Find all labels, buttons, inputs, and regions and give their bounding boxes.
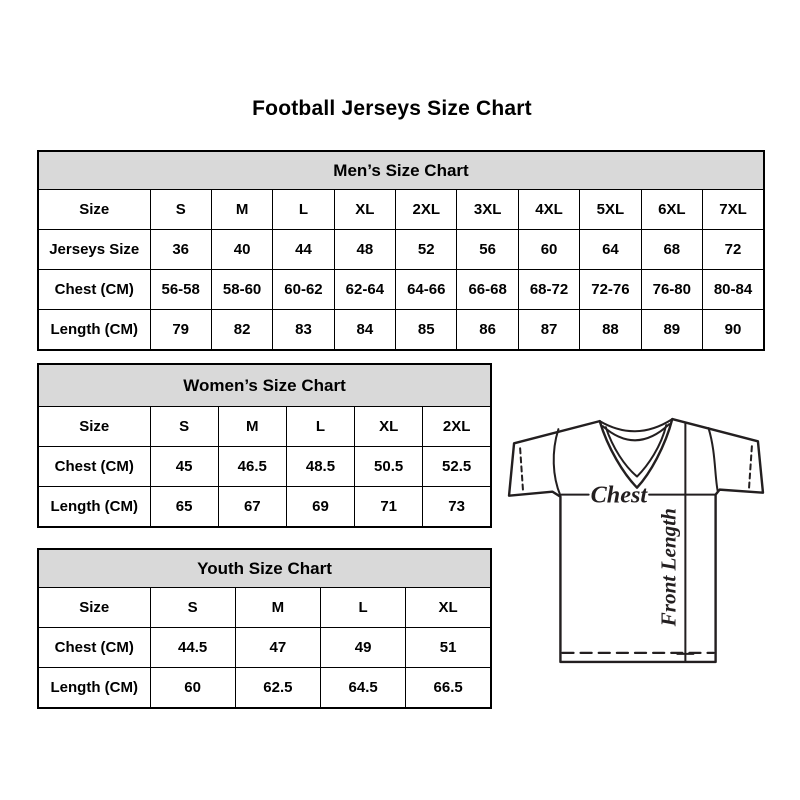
row-header-cell: Size (38, 190, 150, 230)
value-cell: 86 (457, 310, 518, 351)
table-header-row (38, 151, 764, 190)
row-header-cell: Jerseys Size (38, 230, 150, 270)
value-cell: 56 (457, 230, 518, 270)
value-cell: 79 (150, 310, 211, 351)
value-cell: L (321, 588, 406, 628)
table-row (38, 447, 491, 487)
row-header-cell: Chest (CM) (38, 447, 150, 487)
value-cell: M (218, 407, 286, 447)
table-row (38, 230, 764, 270)
row-header-cell: Length (CM) (38, 668, 150, 709)
value-cell: 49 (321, 628, 406, 668)
row-header-cell: Chest (CM) (38, 628, 150, 668)
table-row (38, 407, 491, 447)
row-header-cell: Length (CM) (38, 487, 150, 528)
value-cell: 44.5 (150, 628, 235, 668)
table-header-row (38, 549, 491, 588)
value-cell: 84 (334, 310, 395, 351)
value-cell: 68-72 (518, 270, 579, 310)
value-cell: 64-66 (396, 270, 457, 310)
value-cell: 88 (580, 310, 641, 351)
table-row (38, 310, 764, 351)
value-cell: 48 (334, 230, 395, 270)
value-cell: 44 (273, 230, 334, 270)
value-cell: 60-62 (273, 270, 334, 310)
front-length-label: Front Length (656, 508, 681, 627)
value-cell: 46.5 (218, 447, 286, 487)
jersey-outline (509, 419, 763, 662)
value-cell: M (211, 190, 272, 230)
value-cell: 76-80 (641, 270, 702, 310)
value-cell: 80-84 (703, 270, 764, 310)
value-cell: 36 (150, 230, 211, 270)
youth-table-title: Youth Size Chart (38, 549, 491, 588)
row-header-cell: Size (38, 407, 150, 447)
value-cell: 90 (703, 310, 764, 351)
table-row (38, 628, 491, 668)
value-cell: 64.5 (321, 668, 406, 709)
value-cell: 3XL (457, 190, 518, 230)
value-cell: 5XL (580, 190, 641, 230)
value-cell: 58-60 (211, 270, 272, 310)
mens-size-table (37, 150, 765, 351)
value-cell: 52.5 (423, 447, 491, 487)
value-cell: 72 (703, 230, 764, 270)
value-cell: S (150, 190, 211, 230)
value-cell: 66-68 (457, 270, 518, 310)
table-header-row (38, 364, 491, 407)
value-cell: 82 (211, 310, 272, 351)
value-cell: 50.5 (355, 447, 423, 487)
womens-table-title: Women’s Size Chart (38, 364, 491, 407)
value-cell: S (150, 407, 218, 447)
value-cell: 89 (641, 310, 702, 351)
value-cell: 71 (355, 487, 423, 528)
value-cell: 62.5 (235, 668, 320, 709)
value-cell: 60 (518, 230, 579, 270)
value-cell: 68 (641, 230, 702, 270)
value-cell: XL (355, 407, 423, 447)
value-cell: 67 (218, 487, 286, 528)
value-cell: L (286, 407, 354, 447)
value-cell: 45 (150, 447, 218, 487)
value-cell: 56-58 (150, 270, 211, 310)
value-cell: 51 (406, 628, 491, 668)
value-cell: M (235, 588, 320, 628)
value-cell: 83 (273, 310, 334, 351)
value-cell: 64 (580, 230, 641, 270)
table-row (38, 190, 764, 230)
youth-size-table (37, 548, 492, 709)
value-cell: S (150, 588, 235, 628)
value-cell: 6XL (641, 190, 702, 230)
value-cell: 60 (150, 668, 235, 709)
row-header-cell: Length (CM) (38, 310, 150, 351)
value-cell: 7XL (703, 190, 764, 230)
value-cell: 48.5 (286, 447, 354, 487)
table-row (38, 487, 491, 528)
table-row (38, 588, 491, 628)
value-cell: 65 (150, 487, 218, 528)
value-cell: 40 (211, 230, 272, 270)
value-cell: 47 (235, 628, 320, 668)
table-row (38, 668, 491, 709)
mens-table-title: Men’s Size Chart (38, 151, 764, 190)
jersey-measurement-diagram (504, 406, 768, 670)
value-cell: 66.5 (406, 668, 491, 709)
row-header-cell: Chest (CM) (38, 270, 150, 310)
chest-label: Chest (590, 481, 648, 509)
table-row (38, 270, 764, 310)
row-header-cell: Size (38, 588, 150, 628)
value-cell: XL (334, 190, 395, 230)
value-cell: XL (406, 588, 491, 628)
value-cell: L (273, 190, 334, 230)
value-cell: 2XL (423, 407, 491, 447)
value-cell: 62-64 (334, 270, 395, 310)
value-cell: 87 (518, 310, 579, 351)
value-cell: 2XL (396, 190, 457, 230)
value-cell: 85 (396, 310, 457, 351)
jersey-diagram-svg (504, 406, 768, 670)
value-cell: 52 (396, 230, 457, 270)
value-cell: 73 (423, 487, 491, 528)
page-title: Football Jerseys Size Chart (252, 97, 532, 120)
value-cell: 69 (286, 487, 354, 528)
value-cell: 72-76 (580, 270, 641, 310)
value-cell: 4XL (518, 190, 579, 230)
womens-size-table (37, 363, 492, 528)
